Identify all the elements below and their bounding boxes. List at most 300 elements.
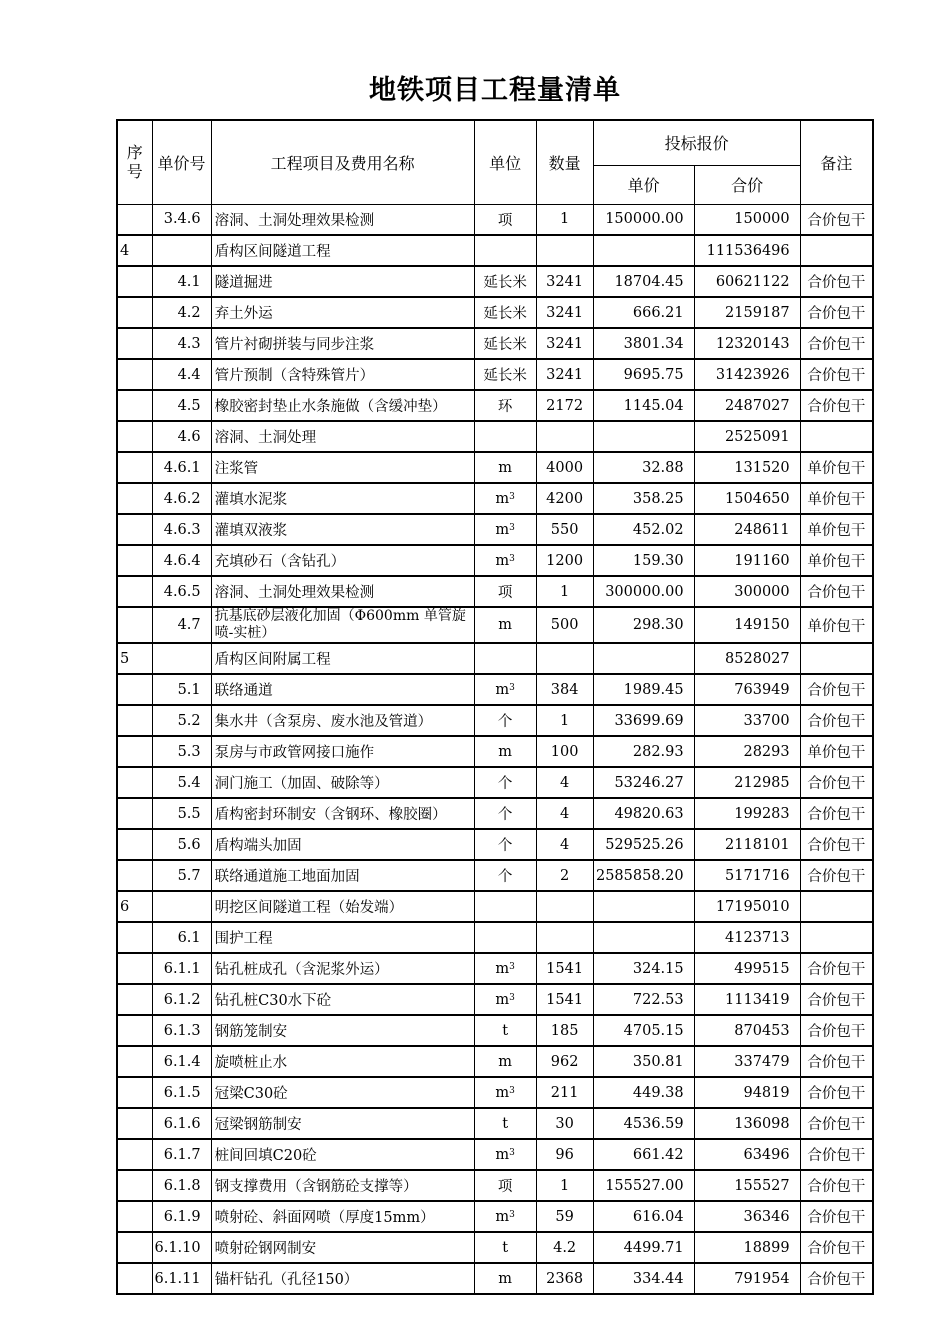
cell-unit: m: [474, 452, 536, 483]
cell-total: 60621122: [694, 266, 800, 297]
cell-unit: 项: [474, 576, 536, 607]
cell-qty: 1: [536, 1170, 593, 1201]
cell-seq: [117, 1170, 152, 1201]
cell-total: 1504650: [694, 483, 800, 514]
cell-seq: [117, 767, 152, 798]
cell-unit-price: 449.38: [593, 1077, 694, 1108]
cell-total: 149150: [694, 607, 800, 643]
cell-remark: 单价包干: [800, 607, 873, 643]
document-title: 地铁项目工程量清单: [369, 75, 621, 106]
cell-seq: [117, 1077, 152, 1108]
cell-total: 8528027: [694, 643, 800, 674]
cell-code: 6.1.2: [152, 984, 211, 1015]
table-row: [117, 421, 873, 452]
cell-unit-price: 2585858.20: [593, 860, 694, 891]
table-row: [117, 674, 873, 705]
cell-code: 4.1: [152, 266, 211, 297]
cell-unit: 延长米: [474, 297, 536, 328]
table-row: [117, 860, 873, 891]
cell-seq: [117, 798, 152, 829]
cell-unit-price: 324.15: [593, 953, 694, 984]
table-row: [117, 483, 873, 514]
cell-unit: 个: [474, 860, 536, 891]
table-row: [117, 452, 873, 483]
header-total: 合价: [694, 165, 800, 204]
cell-seq: [117, 984, 152, 1015]
cell-unit: 项: [474, 204, 536, 235]
cell-remark: 合价包干: [800, 1077, 873, 1108]
cell-qty: 2368: [536, 1263, 593, 1294]
cell-total: 5171716: [694, 860, 800, 891]
cell-remark: 合价包干: [800, 705, 873, 736]
cell-unit-price: [593, 922, 694, 953]
table-row: [117, 328, 873, 359]
cell-qty: 100: [536, 736, 593, 767]
cell-qty: 3241: [536, 359, 593, 390]
table-row: [117, 235, 873, 266]
cell-total: 2487027: [694, 390, 800, 421]
table-body: [117, 204, 873, 1294]
cell-qty: [536, 421, 593, 452]
cell-unit-price: 32.88: [593, 452, 694, 483]
cell-unit: m: [474, 736, 536, 767]
cell-unit-price: 350.81: [593, 1046, 694, 1077]
cell-name: 桩间回填C20砼: [211, 1139, 474, 1170]
cell-code: 6.1.10: [152, 1232, 211, 1263]
cell-remark: [800, 922, 873, 953]
cell-seq: [117, 421, 152, 452]
cell-unit: [474, 643, 536, 674]
header-unit-price: 单价: [593, 165, 694, 204]
table-row: [117, 643, 873, 674]
cell-unit-price: 300000.00: [593, 576, 694, 607]
cell-code: 4.6.1: [152, 452, 211, 483]
cell-remark: 合价包干: [800, 328, 873, 359]
table-row: [117, 359, 873, 390]
cell-unit: m: [474, 1263, 536, 1294]
cell-unit: 个: [474, 829, 536, 860]
cell-total: 63496: [694, 1139, 800, 1170]
cell-qty: 2: [536, 860, 593, 891]
cell-unit: 延长米: [474, 266, 536, 297]
cell-name: 围护工程: [211, 922, 474, 953]
cell-qty: 30: [536, 1108, 593, 1139]
table-row: [117, 829, 873, 860]
cell-unit: $m^3$: [474, 1077, 536, 1108]
cell-remark: [800, 643, 873, 674]
cell-qty: 550: [536, 514, 593, 545]
cell-unit-price: [593, 235, 694, 266]
cell-total: 1113419: [694, 984, 800, 1015]
cell-remark: 单价包干: [800, 483, 873, 514]
cell-unit: 延长米: [474, 328, 536, 359]
cell-seq: [117, 736, 152, 767]
cell-seq: [117, 1015, 152, 1046]
cell-total: 28293: [694, 736, 800, 767]
cell-unit-price: 9695.75: [593, 359, 694, 390]
cell-unit: $m^3$: [474, 514, 536, 545]
table-row: [117, 1139, 873, 1170]
cell-qty: 3241: [536, 297, 593, 328]
cell-name: 钢支撑费用（含钢筋砼支撑等）: [211, 1170, 474, 1201]
table-row: [117, 1077, 873, 1108]
cell-name: 溶洞、土洞处理效果检测: [211, 576, 474, 607]
cell-seq: [117, 1201, 152, 1232]
cell-total: 136098: [694, 1108, 800, 1139]
cell-name: 弃土外运: [211, 297, 474, 328]
cell-unit-price: 49820.63: [593, 798, 694, 829]
cell-unit: m: [474, 607, 536, 643]
cell-seq: [117, 452, 152, 483]
cell-unit-price: 33699.69: [593, 705, 694, 736]
table-row: [117, 705, 873, 736]
cell-code: 5.4: [152, 767, 211, 798]
cell-name: 明挖区间隧道工程（始发端）: [211, 891, 474, 922]
table-row: [117, 390, 873, 421]
cell-total: 300000: [694, 576, 800, 607]
cell-name: 抗基底砂层液化加固（Φ600mm 单管旋喷-实桩）: [211, 607, 474, 643]
table-row: [117, 767, 873, 798]
header-code: 单价号: [152, 120, 211, 204]
cell-code: 6.1.7: [152, 1139, 211, 1170]
cell-unit-price: 722.53: [593, 984, 694, 1015]
cell-name: 溶洞、土洞处理效果检测: [211, 204, 474, 235]
table-row: [117, 953, 873, 984]
cell-code: 4.2: [152, 297, 211, 328]
cell-unit-price: 298.30: [593, 607, 694, 643]
cell-seq: [117, 204, 152, 235]
cell-remark: [800, 421, 873, 452]
cell-qty: [536, 235, 593, 266]
cell-code: 6.1: [152, 922, 211, 953]
cell-unit: 环: [474, 390, 536, 421]
cell-qty: 1541: [536, 953, 593, 984]
cell-code: 6.1.3: [152, 1015, 211, 1046]
cell-qty: 1541: [536, 984, 593, 1015]
cell-total: 2159187: [694, 297, 800, 328]
cell-name: 钻孔桩C30水下砼: [211, 984, 474, 1015]
cell-code: 3.4.6: [152, 204, 211, 235]
cell-code: 4.6.4: [152, 545, 211, 576]
cell-unit-price: 529525.26: [593, 829, 694, 860]
cell-remark: 合价包干: [800, 1232, 873, 1263]
cell-code: 6.1.6: [152, 1108, 211, 1139]
table-row: [117, 891, 873, 922]
cell-total: 791954: [694, 1263, 800, 1294]
table-row: [117, 1201, 873, 1232]
cell-seq: [117, 1232, 152, 1263]
table-row: [117, 607, 873, 643]
cell-unit-price: [593, 891, 694, 922]
cell-unit: $m^3$: [474, 483, 536, 514]
cell-remark: 合价包干: [800, 1263, 873, 1294]
cell-unit-price: 4705.15: [593, 1015, 694, 1046]
cell-qty: 4: [536, 829, 593, 860]
cell-unit: 个: [474, 798, 536, 829]
cell-qty: [536, 643, 593, 674]
cell-unit: m: [474, 1046, 536, 1077]
cell-seq: 4: [117, 235, 152, 266]
cell-remark: [800, 235, 873, 266]
cell-unit: [474, 922, 536, 953]
cell-seq: [117, 953, 152, 984]
table-row: [117, 922, 873, 953]
table-row: [117, 545, 873, 576]
cell-name: 冠梁C30砼: [211, 1077, 474, 1108]
cell-code: 6.1.4: [152, 1046, 211, 1077]
cell-seq: [117, 514, 152, 545]
cell-code: 5.1: [152, 674, 211, 705]
cell-code: 6.1.8: [152, 1170, 211, 1201]
cell-remark: 合价包干: [800, 860, 873, 891]
cell-name: 盾构端头加固: [211, 829, 474, 860]
cell-unit: [474, 891, 536, 922]
header-unit: 单位: [474, 120, 536, 204]
table-row: [117, 576, 873, 607]
cell-qty: 962: [536, 1046, 593, 1077]
cell-seq: [117, 674, 152, 705]
cell-qty: 96: [536, 1139, 593, 1170]
cell-total: 33700: [694, 705, 800, 736]
cell-name: 橡胶密封垫止水条施做（含缓冲垫）: [211, 390, 474, 421]
cell-code: 6.1.9: [152, 1201, 211, 1232]
cell-total: 248611: [694, 514, 800, 545]
cell-total: 4123713: [694, 922, 800, 953]
cell-code: 4.6: [152, 421, 211, 452]
cell-code: 6.1.1: [152, 953, 211, 984]
cell-code: 4.7: [152, 607, 211, 643]
cell-seq: [117, 328, 152, 359]
table-row: [117, 798, 873, 829]
cell-unit-price: 1989.45: [593, 674, 694, 705]
cell-total: 199283: [694, 798, 800, 829]
cell-code: 4.6.5: [152, 576, 211, 607]
cell-name: 盾构区间附属工程: [211, 643, 474, 674]
cell-code: 6.1.11: [152, 1263, 211, 1294]
cell-name: 注浆管: [211, 452, 474, 483]
cell-code: 5.3: [152, 736, 211, 767]
cell-unit-price: 616.04: [593, 1201, 694, 1232]
cell-unit: $m^3$: [474, 1201, 536, 1232]
cell-unit: $m^3$: [474, 674, 536, 705]
cell-total: 337479: [694, 1046, 800, 1077]
header-remark: 备注: [800, 120, 873, 204]
cell-qty: 1200: [536, 545, 593, 576]
cell-unit-price: 155527.00: [593, 1170, 694, 1201]
table-row: [117, 204, 873, 235]
cell-unit: 个: [474, 705, 536, 736]
table-row: [117, 1108, 873, 1139]
cell-total: 2525091: [694, 421, 800, 452]
cell-remark: 合价包干: [800, 1201, 873, 1232]
header-name: 工程项目及费用名称: [211, 120, 474, 204]
cell-unit: 个: [474, 767, 536, 798]
header-qty: 数量: [536, 120, 593, 204]
cell-code: 5.2: [152, 705, 211, 736]
table-row: [117, 1232, 873, 1263]
cell-seq: [117, 829, 152, 860]
cell-seq: [117, 483, 152, 514]
cell-name: 盾构区间隧道工程: [211, 235, 474, 266]
cell-unit: $m^3$: [474, 984, 536, 1015]
cell-code: [152, 891, 211, 922]
cell-total: 94819: [694, 1077, 800, 1108]
cell-code: 4.6.2: [152, 483, 211, 514]
header-seq: 序 号: [117, 120, 152, 204]
cell-remark: 合价包干: [800, 266, 873, 297]
cell-name: 集水井（含泵房、废水池及管道）: [211, 705, 474, 736]
table-row: [117, 1015, 873, 1046]
table-row: [117, 266, 873, 297]
cell-seq: [117, 297, 152, 328]
cell-seq: [117, 607, 152, 643]
cell-remark: 合价包干: [800, 829, 873, 860]
cell-remark: 单价包干: [800, 514, 873, 545]
cell-qty: 1: [536, 705, 593, 736]
cell-qty: [536, 891, 593, 922]
cell-unit: t: [474, 1232, 536, 1263]
cell-unit-price: 3801.34: [593, 328, 694, 359]
cell-qty: [536, 922, 593, 953]
cell-name: 喷射砼钢网制安: [211, 1232, 474, 1263]
cell-total: 191160: [694, 545, 800, 576]
cell-total: 155527: [694, 1170, 800, 1201]
table-row: [117, 297, 873, 328]
cell-unit-price: 334.44: [593, 1263, 694, 1294]
cell-unit-price: 1145.04: [593, 390, 694, 421]
cell-name: 灌填双液浆: [211, 514, 474, 545]
cell-name: 锚杆钻孔（孔径150）: [211, 1263, 474, 1294]
cell-unit: 项: [474, 1170, 536, 1201]
cell-total: 150000: [694, 204, 800, 235]
cell-name: 旋喷桩止水: [211, 1046, 474, 1077]
cell-remark: 合价包干: [800, 674, 873, 705]
cell-name: 喷射砼、斜面网喷（厚度15mm）: [211, 1201, 474, 1232]
cell-code: 4.4: [152, 359, 211, 390]
cell-unit-price: 358.25: [593, 483, 694, 514]
cell-name: 钻孔桩成孔（含泥浆外运）: [211, 953, 474, 984]
cell-qty: 4000: [536, 452, 593, 483]
cell-unit: $m^3$: [474, 545, 536, 576]
cell-total: 131520: [694, 452, 800, 483]
cell-seq: 6: [117, 891, 152, 922]
cell-name: 泵房与市政管网接口施作: [211, 736, 474, 767]
cell-name: 联络通道施工地面加固: [211, 860, 474, 891]
cell-qty: 4.2: [536, 1232, 593, 1263]
cell-code: 5.5: [152, 798, 211, 829]
cell-name: 联络通道: [211, 674, 474, 705]
cell-remark: 合价包干: [800, 576, 873, 607]
cell-seq: [117, 266, 152, 297]
cell-seq: [117, 359, 152, 390]
cell-qty: 4: [536, 767, 593, 798]
cell-total: 111536496: [694, 235, 800, 266]
cell-unit: $m^3$: [474, 953, 536, 984]
cell-name: 管片预制（含特殊管片）: [211, 359, 474, 390]
cell-seq: [117, 922, 152, 953]
cell-remark: 合价包干: [800, 1046, 873, 1077]
table-row: [117, 1046, 873, 1077]
cell-total: 12320143: [694, 328, 800, 359]
cell-name: 冠梁钢筋制安: [211, 1108, 474, 1139]
cell-qty: 2172: [536, 390, 593, 421]
cell-remark: 合价包干: [800, 798, 873, 829]
cell-remark: 合价包干: [800, 297, 873, 328]
cell-unit-price: 53246.27: [593, 767, 694, 798]
cell-remark: 合价包干: [800, 390, 873, 421]
cell-name: 钢筋笼制安: [211, 1015, 474, 1046]
cell-unit-price: 159.30: [593, 545, 694, 576]
header-bid: 投标报价: [593, 120, 800, 165]
cell-remark: 单价包干: [800, 545, 873, 576]
cell-qty: 4200: [536, 483, 593, 514]
cell-seq: [117, 390, 152, 421]
table-row: [117, 1263, 873, 1294]
cell-remark: 合价包干: [800, 1170, 873, 1201]
table-row: [117, 984, 873, 1015]
cell-unit: t: [474, 1108, 536, 1139]
cell-remark: 合价包干: [800, 359, 873, 390]
bill-of-quantities-table: [116, 119, 874, 1295]
cell-code: [152, 643, 211, 674]
cell-total: 763949: [694, 674, 800, 705]
cell-name: 盾构密封环制安（含钢环、橡胶圈）: [211, 798, 474, 829]
cell-unit: 延长米: [474, 359, 536, 390]
table-row: [117, 1170, 873, 1201]
cell-remark: 合价包干: [800, 984, 873, 1015]
cell-seq: [117, 860, 152, 891]
cell-unit-price: 150000.00: [593, 204, 694, 235]
cell-total: 18899: [694, 1232, 800, 1263]
cell-seq: 5: [117, 643, 152, 674]
cell-remark: 合价包干: [800, 953, 873, 984]
cell-code: 5.6: [152, 829, 211, 860]
cell-remark: 合价包干: [800, 204, 873, 235]
cell-remark: 单价包干: [800, 736, 873, 767]
cell-seq: [117, 545, 152, 576]
cell-remark: [800, 891, 873, 922]
cell-total: 17195010: [694, 891, 800, 922]
cell-unit-price: 452.02: [593, 514, 694, 545]
cell-total: 212985: [694, 767, 800, 798]
cell-qty: 3241: [536, 266, 593, 297]
cell-qty: 1: [536, 576, 593, 607]
cell-remark: 单价包干: [800, 452, 873, 483]
cell-unit-price: [593, 643, 694, 674]
cell-name: 充填砂石（含钻孔）: [211, 545, 474, 576]
cell-code: 4.6.3: [152, 514, 211, 545]
cell-qty: 3241: [536, 328, 593, 359]
cell-name: 洞门施工（加固、破除等）: [211, 767, 474, 798]
cell-seq: [117, 1046, 152, 1077]
table-row: [117, 514, 873, 545]
cell-seq: [117, 1108, 152, 1139]
cell-unit: [474, 421, 536, 452]
cell-unit-price: 18704.45: [593, 266, 694, 297]
cell-total: 31423926: [694, 359, 800, 390]
cell-total: 2118101: [694, 829, 800, 860]
cell-code: 4.3: [152, 328, 211, 359]
cell-qty: 500: [536, 607, 593, 643]
cell-seq: [117, 705, 152, 736]
cell-total: 36346: [694, 1201, 800, 1232]
cell-unit: t: [474, 1015, 536, 1046]
cell-name: 溶洞、土洞处理: [211, 421, 474, 452]
cell-remark: 合价包干: [800, 1139, 873, 1170]
cell-code: 6.1.5: [152, 1077, 211, 1108]
cell-unit-price: 4536.59: [593, 1108, 694, 1139]
cell-code: [152, 235, 211, 266]
